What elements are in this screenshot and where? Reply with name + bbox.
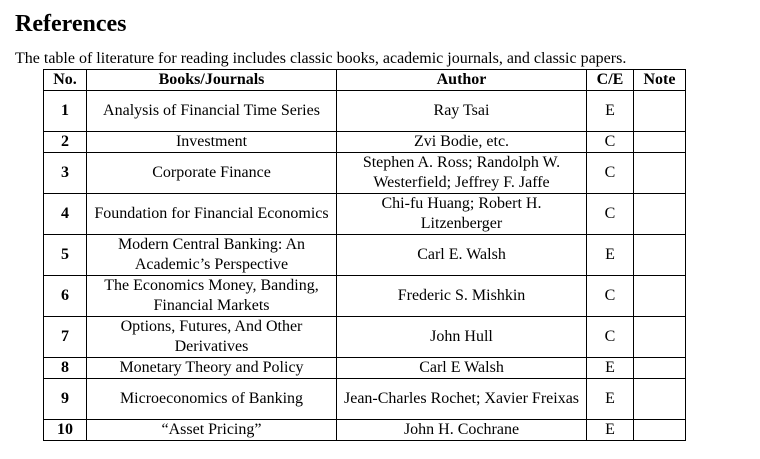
cell-ce: E (587, 91, 634, 132)
table-row (44, 358, 686, 379)
cell-author: Jean-Charles Rochet; Xavier Freixas (337, 379, 587, 420)
table-row (44, 317, 686, 358)
cell-books: Foundation for Financial Economics (87, 194, 337, 235)
cell-author: Zvi Bodie, etc. (337, 132, 587, 153)
cell-ce: E (587, 379, 634, 420)
cell-ce: C (587, 194, 634, 235)
cell-ce: C (587, 153, 634, 194)
cell-ce: C (587, 276, 634, 317)
cell-no: 4 (44, 194, 87, 235)
cell-author: John Hull (337, 317, 587, 358)
cell-no: 1 (44, 91, 87, 132)
cell-author: Stephen A. Ross; Randolph W. Westerfield; Jeffrey F. Jaffe (337, 153, 587, 194)
table-row (44, 235, 686, 276)
header-books: Books/Journals (87, 70, 337, 91)
cell-no: 7 (44, 317, 87, 358)
cell-no: 8 (44, 358, 87, 379)
page-title: References (15, 11, 127, 37)
table-row (44, 420, 686, 441)
cell-ce: E (587, 235, 634, 276)
cell-note (634, 276, 686, 317)
cell-note (634, 153, 686, 194)
cell-books: Investment (87, 132, 337, 153)
cell-no: 5 (44, 235, 87, 276)
references-table (43, 69, 686, 441)
cell-books: Monetary Theory and Policy (87, 358, 337, 379)
cell-no: 10 (44, 420, 87, 441)
table-row (44, 276, 686, 317)
cell-ce: C (587, 132, 634, 153)
cell-books: Corporate Finance (87, 153, 337, 194)
cell-note (634, 132, 686, 153)
cell-author: Carl E Walsh (337, 358, 587, 379)
intro-text: The table of literature for reading includes classic books, academic journals, and classic papers. (15, 50, 627, 67)
cell-author: Frederic S. Mishkin (337, 276, 587, 317)
cell-note (634, 420, 686, 441)
header-no: No. (44, 70, 87, 91)
cell-ce: E (587, 358, 634, 379)
cell-no: 3 (44, 153, 87, 194)
cell-no: 2 (44, 132, 87, 153)
cell-books: Modern Central Banking: An Academic’s Perspective (87, 235, 337, 276)
cell-note (634, 91, 686, 132)
cell-author: John H. Cochrane (337, 420, 587, 441)
cell-author: Ray Tsai (337, 91, 587, 132)
cell-author: Carl E. Walsh (337, 235, 587, 276)
table-row (44, 194, 686, 235)
cell-ce: E (587, 420, 634, 441)
cell-books: Microeconomics of Banking (87, 379, 337, 420)
header-ce: C/E (587, 70, 634, 91)
cell-author: Chi-fu Huang; Robert H. Litzenberger (337, 194, 587, 235)
cell-note (634, 235, 686, 276)
table-row (44, 91, 686, 132)
table-row (44, 132, 686, 153)
cell-ce: C (587, 317, 634, 358)
cell-note (634, 358, 686, 379)
cell-books: The Economics Money, Banding, Financial Markets (87, 276, 337, 317)
cell-note (634, 379, 686, 420)
cell-no: 6 (44, 276, 87, 317)
header-note: Note (634, 70, 686, 91)
cell-books: Options, Futures, And Other Derivatives (87, 317, 337, 358)
cell-books: “Asset Pricing” (87, 420, 337, 441)
table-row (44, 379, 686, 420)
header-author: Author (337, 70, 587, 91)
cell-note (634, 317, 686, 358)
cell-books: Analysis of Financial Time Series (87, 91, 337, 132)
cell-note (634, 194, 686, 235)
table-row (44, 153, 686, 194)
table-header-row (44, 70, 686, 91)
cell-no: 9 (44, 379, 87, 420)
